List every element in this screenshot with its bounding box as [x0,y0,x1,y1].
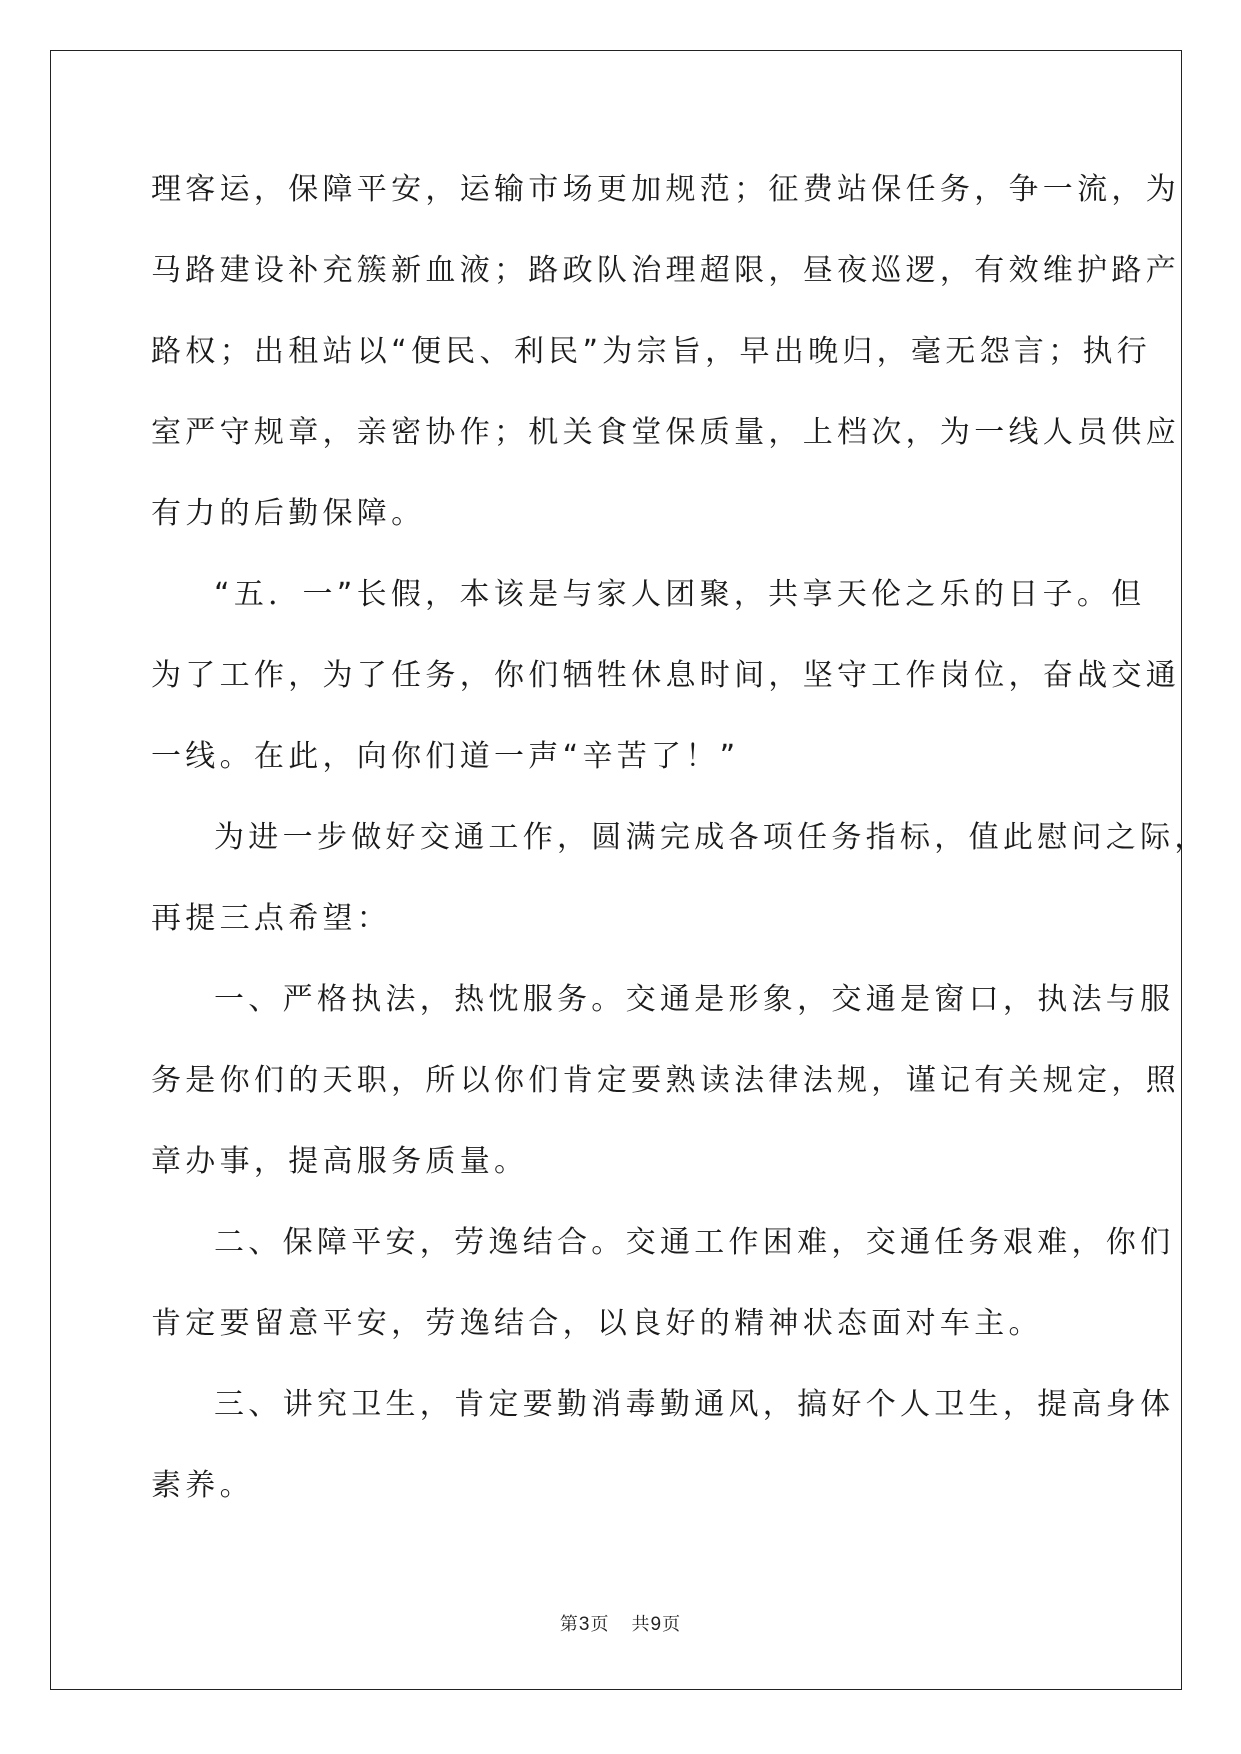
text-line: 章办事，提高服务质量。 [151,1144,529,1179]
text-line: 为了工作，为了任务，你们牺牲休息时间，坚守工作岗位，奋战交通 [151,658,1180,693]
page-border [50,50,1182,1690]
text-line: 二、保障平安，劳逸结合。交通工作困难，交通任务艰难，你们 [214,1225,1175,1260]
text-line: 再提三点希望： [151,901,392,936]
text-line: “五．一”长假，本该是与家人团聚，共享天伦之乐的日子。但 [214,577,1146,612]
text-line: 一线。在此，向你们道一声“辛苦了！” [151,739,740,774]
text-line: 一、严格执法，热忱服务。交通是形象，交通是窗口，执法与服 [214,982,1175,1017]
footer-current-page: 3 [578,1614,591,1635]
text-line: 马路建设补充簇新血液；路政队治理超限，昼夜巡逻，有效维护路产 [151,253,1180,288]
text-line: 务是你们的天职，所以你们肯定要熟读法律法规，谨记有关规定，照 [151,1063,1180,1098]
text-line: 路权；出租站以“便民、利民”为宗旨，早出晚归，毫无怨言；执行 [151,334,1152,369]
page-footer [0,1610,1241,1636]
footer-total-pages: 9 [650,1614,663,1635]
text-line: 有力的后勤保障。 [151,496,426,531]
footer-page-mid: 页 [590,1614,610,1635]
footer-page-prefix: 第 [559,1614,579,1635]
text-line: 理客运，保障平安，运输市场更加规范；征费站保任务，争一流，为 [151,172,1180,207]
text-line: 为进一步做好交通工作，圆满完成各项任务指标，值此慰问之际， [214,820,1209,855]
text-line: 三、讲究卫生，肯定要勤消毒勤通风，搞好个人卫生，提高身体 [214,1387,1175,1422]
text-line: 素养。 [151,1468,254,1503]
footer-total-prefix: 共 [631,1614,651,1635]
text-line: 肯定要留意平安，劳逸结合，以良好的精神状态面对车主。 [151,1306,1043,1341]
footer-total-suffix: 页 [662,1614,682,1635]
text-line: 室严守规章，亲密协作；机关食堂保质量，上档次，为一线人员供应 [151,415,1180,450]
